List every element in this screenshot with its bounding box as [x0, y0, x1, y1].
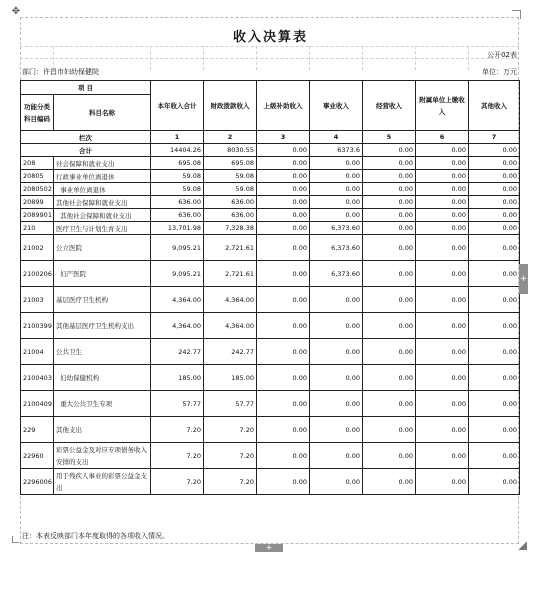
- subject-code-cell: 21003: [21, 287, 54, 313]
- value-cell: 0.00: [416, 261, 469, 287]
- subject-code-cell: 20899: [21, 196, 54, 209]
- value-cell: 6,373.60: [310, 222, 363, 235]
- table-row: [21, 209, 520, 222]
- value-cell: 0.00: [363, 261, 416, 287]
- header-col-7: 其他收入: [469, 81, 520, 131]
- header-col-4: 事业收入: [310, 81, 363, 131]
- value-cell: 0.00: [363, 313, 416, 339]
- value-cell: 0.00: [469, 261, 520, 287]
- value-cell: 0.00: [469, 287, 520, 313]
- value-cell: 695.08: [204, 157, 257, 170]
- subject-name-cell: 其他支出: [54, 417, 151, 443]
- index-cell: 1: [151, 131, 204, 144]
- value-cell: 0.00: [469, 365, 520, 391]
- total-cell: 0.00: [469, 144, 520, 157]
- value-cell: 0.00: [257, 469, 310, 495]
- subject-code-cell: 20805: [21, 170, 54, 183]
- subject-name-cell: 妇产医院: [54, 261, 151, 287]
- subject-name-cell: 医疗卫生与计划生育支出: [54, 222, 151, 235]
- header-subject-code: 科目编码: [24, 114, 50, 123]
- value-cell: 0.00: [363, 222, 416, 235]
- income-table: [20, 80, 520, 495]
- subject-code-cell: 22960: [21, 443, 54, 469]
- value-cell: 0.00: [416, 209, 469, 222]
- value-cell: 6,373.60: [310, 235, 363, 261]
- table-row: [21, 365, 520, 391]
- table-note: 注：本表反映部门本年度取得的各项收入情况。: [22, 532, 169, 540]
- value-cell: 0.00: [257, 235, 310, 261]
- unit-label: 单位：万元: [482, 68, 517, 76]
- value-cell: 4,364.00: [151, 287, 204, 313]
- value-cell: 0.00: [416, 170, 469, 183]
- value-cell: 0.00: [469, 157, 520, 170]
- value-cell: 0.00: [257, 183, 310, 196]
- value-cell: 0.00: [310, 469, 363, 495]
- value-cell: 0.00: [469, 183, 520, 196]
- value-cell: 0.00: [469, 170, 520, 183]
- value-cell: 0.00: [310, 287, 363, 313]
- subject-name-cell: 其他基层医疗卫生机构支出: [54, 313, 151, 339]
- subject-name-cell: 公立医院: [54, 235, 151, 261]
- value-cell: 0.00: [363, 235, 416, 261]
- value-cell: 0.00: [363, 170, 416, 183]
- value-cell: 13,701.98: [151, 222, 204, 235]
- table-row: [21, 469, 520, 495]
- value-cell: 0.00: [257, 209, 310, 222]
- header-col-2: 财政拨款收入: [204, 81, 257, 131]
- value-cell: 59.08: [151, 183, 204, 196]
- value-cell: 0.00: [469, 235, 520, 261]
- value-cell: 185.00: [204, 365, 257, 391]
- value-cell: 59.08: [204, 170, 257, 183]
- value-cell: 7.20: [151, 443, 204, 469]
- value-cell: 636.00: [204, 209, 257, 222]
- value-cell: 0.00: [469, 313, 520, 339]
- value-cell: 0.00: [469, 196, 520, 209]
- value-cell: 7.20: [204, 443, 257, 469]
- subject-name-cell: 事业单位离退休: [54, 183, 151, 196]
- subject-code-cell: 2100399: [21, 313, 54, 339]
- value-cell: 0.00: [363, 469, 416, 495]
- value-cell: 2,721.61: [204, 235, 257, 261]
- value-cell: 636.00: [204, 196, 257, 209]
- value-cell: 185.00: [151, 365, 204, 391]
- value-cell: 636.00: [151, 196, 204, 209]
- value-cell: 0.00: [416, 222, 469, 235]
- value-cell: 0.00: [310, 313, 363, 339]
- subject-name-cell: 公共卫生: [54, 339, 151, 365]
- value-cell: 0.00: [363, 443, 416, 469]
- value-cell: 0.00: [310, 209, 363, 222]
- value-cell: 0.00: [416, 365, 469, 391]
- value-cell: 9,095.21: [151, 261, 204, 287]
- index-cell: 6: [416, 131, 469, 144]
- add-column-handle-icon[interactable]: +: [519, 264, 528, 294]
- value-cell: 0.00: [469, 222, 520, 235]
- total-cell: 8030.55: [204, 144, 257, 157]
- table-row: [21, 222, 520, 235]
- value-cell: 7.20: [151, 469, 204, 495]
- subject-code-cell: 2100206: [21, 261, 54, 287]
- value-cell: 4,364.00: [204, 313, 257, 339]
- value-cell: 0.00: [257, 391, 310, 417]
- subject-code-cell: 2100403: [21, 365, 54, 391]
- value-cell: 0.00: [310, 391, 363, 417]
- subject-code-cell: 210: [21, 222, 54, 235]
- table-row: [21, 196, 520, 209]
- index-cell: 3: [257, 131, 310, 144]
- value-cell: 0.00: [257, 196, 310, 209]
- subject-name-cell: 基层医疗卫生机构: [54, 287, 151, 313]
- add-row-handle-icon[interactable]: +: [255, 544, 283, 552]
- subject-code-cell: 21004: [21, 339, 54, 365]
- value-cell: 0.00: [469, 391, 520, 417]
- value-cell: 0.00: [416, 196, 469, 209]
- value-cell: 0.00: [416, 469, 469, 495]
- subject-code-cell: 2080502: [21, 183, 54, 196]
- value-cell: 6,373.60: [310, 261, 363, 287]
- value-cell: 0.00: [310, 365, 363, 391]
- value-cell: 4,364.00: [151, 313, 204, 339]
- subject-code-cell: 2296006: [21, 469, 54, 495]
- table-row: [21, 183, 520, 196]
- resize-handle-icon[interactable]: [518, 541, 527, 550]
- value-cell: 0.00: [469, 417, 520, 443]
- index-label: 栏次: [21, 131, 151, 144]
- subject-code-cell: 229: [21, 417, 54, 443]
- table-row: [21, 287, 520, 313]
- value-cell: 636.00: [151, 209, 204, 222]
- total-label: 合计: [21, 144, 151, 157]
- value-cell: 242.77: [151, 339, 204, 365]
- value-cell: 7,328.38: [204, 222, 257, 235]
- table-row: [21, 170, 520, 183]
- value-cell: 59.08: [204, 183, 257, 196]
- subject-code-cell: 208: [21, 157, 54, 170]
- total-cell: 0.00: [416, 144, 469, 157]
- table-row: [21, 443, 520, 469]
- value-cell: 7.20: [204, 469, 257, 495]
- header-col-5: 经营收入: [363, 81, 416, 131]
- value-cell: 7.20: [151, 417, 204, 443]
- value-cell: 0.00: [257, 365, 310, 391]
- value-cell: 0.00: [257, 443, 310, 469]
- value-cell: 695.08: [151, 157, 204, 170]
- subject-name-cell: 彩票公益金及对应专项债务收入安排的支出: [54, 443, 151, 469]
- table-row: [21, 313, 520, 339]
- value-cell: 0.00: [310, 417, 363, 443]
- index-cell: 7: [469, 131, 520, 144]
- value-cell: 0.00: [363, 417, 416, 443]
- value-cell: 0.00: [310, 170, 363, 183]
- value-cell: 59.08: [151, 170, 204, 183]
- table-row: [21, 339, 520, 365]
- value-cell: 0.00: [416, 339, 469, 365]
- subject-name-cell: 用于残疾人事业的彩票公益金支出: [54, 469, 151, 495]
- value-cell: 0.00: [310, 183, 363, 196]
- value-cell: 242.77: [204, 339, 257, 365]
- subject-name-cell: 社会保障和就业支出: [54, 157, 151, 170]
- value-cell: 0.00: [310, 443, 363, 469]
- total-cell: 0.00: [363, 144, 416, 157]
- table-row: [21, 391, 520, 417]
- index-cell: 2: [204, 131, 257, 144]
- value-cell: 0.00: [257, 170, 310, 183]
- corner-mark-icon: [12, 536, 19, 543]
- value-cell: 0.00: [363, 339, 416, 365]
- header-col-3: 上级补助收入: [257, 81, 310, 131]
- subject-name-cell: 行政事业单位离退休: [54, 170, 151, 183]
- value-cell: 0.00: [310, 157, 363, 170]
- value-cell: 0.00: [257, 417, 310, 443]
- value-cell: 0.00: [363, 287, 416, 313]
- page-title: 收入决算表: [232, 30, 308, 45]
- value-cell: 0.00: [416, 287, 469, 313]
- header-item: 项 目: [21, 81, 151, 95]
- subject-name-cell: 重大公共卫生专项: [54, 391, 151, 417]
- index-cell: 4: [310, 131, 363, 144]
- value-cell: 0.00: [310, 339, 363, 365]
- value-cell: 0.00: [257, 222, 310, 235]
- value-cell: 0.00: [363, 391, 416, 417]
- subject-code-cell: 2089901: [21, 209, 54, 222]
- value-cell: 0.00: [469, 443, 520, 469]
- value-cell: 0.00: [469, 339, 520, 365]
- value-cell: 0.00: [363, 157, 416, 170]
- value-cell: 0.00: [416, 157, 469, 170]
- header-col-1: 本年收入合计: [151, 81, 204, 131]
- value-cell: 0.00: [416, 313, 469, 339]
- subject-name-cell: 其他社会保障和就业支出: [54, 196, 151, 209]
- value-cell: 0.00: [469, 469, 520, 495]
- table-row: [21, 157, 520, 170]
- value-cell: 0.00: [363, 196, 416, 209]
- value-cell: 0.00: [257, 287, 310, 313]
- value-cell: 9,095.21: [151, 235, 204, 261]
- value-cell: 57.77: [204, 391, 257, 417]
- value-cell: 7.20: [204, 417, 257, 443]
- table-row: [21, 235, 520, 261]
- value-cell: 0.00: [257, 339, 310, 365]
- value-cell: 0.00: [257, 313, 310, 339]
- value-cell: 0.00: [469, 209, 520, 222]
- total-cell: 0.00: [257, 144, 310, 157]
- value-cell: 0.00: [416, 417, 469, 443]
- header-subject-name: 科目名称: [54, 95, 151, 131]
- value-cell: 0.00: [416, 443, 469, 469]
- subject-code-cell: 2100409: [21, 391, 54, 417]
- subject-name-cell: 其他社会保障和就业支出: [54, 209, 151, 222]
- value-cell: 0.00: [363, 183, 416, 196]
- form-number: 公开02表: [487, 51, 517, 59]
- table-row: [21, 417, 520, 443]
- value-cell: 0.00: [416, 183, 469, 196]
- department-label: 部门：许昌市妇幼保健院: [22, 68, 99, 76]
- value-cell: 0.00: [363, 365, 416, 391]
- value-cell: 0.00: [310, 196, 363, 209]
- total-cell: 14404.26: [151, 144, 204, 157]
- value-cell: 0.00: [257, 261, 310, 287]
- index-cell: 5: [363, 131, 416, 144]
- value-cell: 4,364.00: [204, 287, 257, 313]
- value-cell: 0.00: [363, 209, 416, 222]
- subject-code-cell: 21002: [21, 235, 54, 261]
- value-cell: 0.00: [416, 391, 469, 417]
- header-func-class-label: 功能分类: [24, 102, 50, 111]
- move-handle-icon[interactable]: ✥: [11, 6, 21, 17]
- table-row: [21, 261, 520, 287]
- total-cell: 6373.6: [310, 144, 363, 157]
- value-cell: 2,721.61: [204, 261, 257, 287]
- value-cell: 57.77: [151, 391, 204, 417]
- header-func-class: [21, 95, 54, 131]
- header-col-6: 附属单位上缴收入: [416, 81, 469, 131]
- value-cell: 0.00: [257, 157, 310, 170]
- subject-name-cell: 妇幼保健机构: [54, 365, 151, 391]
- value-cell: 0.00: [416, 235, 469, 261]
